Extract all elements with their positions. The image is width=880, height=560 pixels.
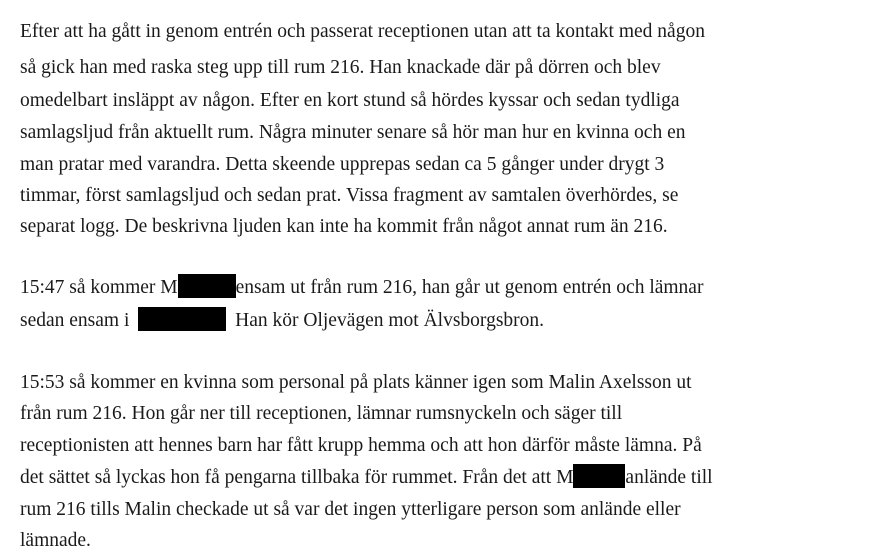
text-line: Efter att ha gått in genom entrén och passerat receptionen utan att ta kontakt med någon xyxy=(20,21,705,42)
text-line: från rum 216. Hon går ner till receptionen, lämnar rumsnyckeln och säger till xyxy=(20,403,623,424)
text-line: man pratar med varandra. Detta skeende upprepas sedan ca 5 gånger under drygt 3 xyxy=(20,154,665,175)
redaction-block xyxy=(138,307,226,331)
text-line: receptionisten att hennes barn har fått krupp hemma och att hon därför måste lämna. På xyxy=(20,435,702,456)
text-line: rum 216 tills Malin checkade ut så var det ingen ytterligare person som anlände eller xyxy=(20,499,681,520)
text-segment: ensam ut från rum 216, han går ut genom entrén och lämnar xyxy=(235,277,704,298)
text-segment: anlände till xyxy=(625,467,713,488)
redaction-block xyxy=(573,464,625,488)
text-segment: 15:47 så kommer M xyxy=(20,277,178,298)
text-line: samlagsljud från aktuellt rum. Några minuter senare så hör man hur en kvinna och en xyxy=(20,122,686,143)
text-line: lämnade. xyxy=(20,530,91,551)
text-line: så gick han med raska steg upp till rum 216. Han knackade där på dörren och blev xyxy=(20,57,661,78)
text-segment: det sättet så lyckas hon få pengarna tillbaka för rummet. Från det att M xyxy=(20,467,574,488)
text-line xyxy=(20,464,713,492)
text-line xyxy=(20,274,703,302)
text-line: 15:53 så kommer en kvinna som personal på plats känner igen som Malin Axelsson ut xyxy=(20,372,692,393)
text-line xyxy=(20,307,544,335)
text-segment: Han kör Oljevägen mot Älvsborgsbron. xyxy=(235,310,545,331)
text-line: separat logg. De beskrivna ljuden kan inte ha kommit från något annat rum än 216. xyxy=(20,216,668,237)
redaction-block xyxy=(178,274,236,298)
text-line: omedelbart insläppt av någon. Efter en kort stund så hördes kyssar och sedan tydliga xyxy=(20,90,680,111)
text-segment: sedan ensam i xyxy=(20,310,130,331)
document-page xyxy=(20,0,870,560)
text-line: timmar, först samlagsljud och sedan prat. Vissa fragment av samtalen överhördes, se xyxy=(20,185,679,206)
